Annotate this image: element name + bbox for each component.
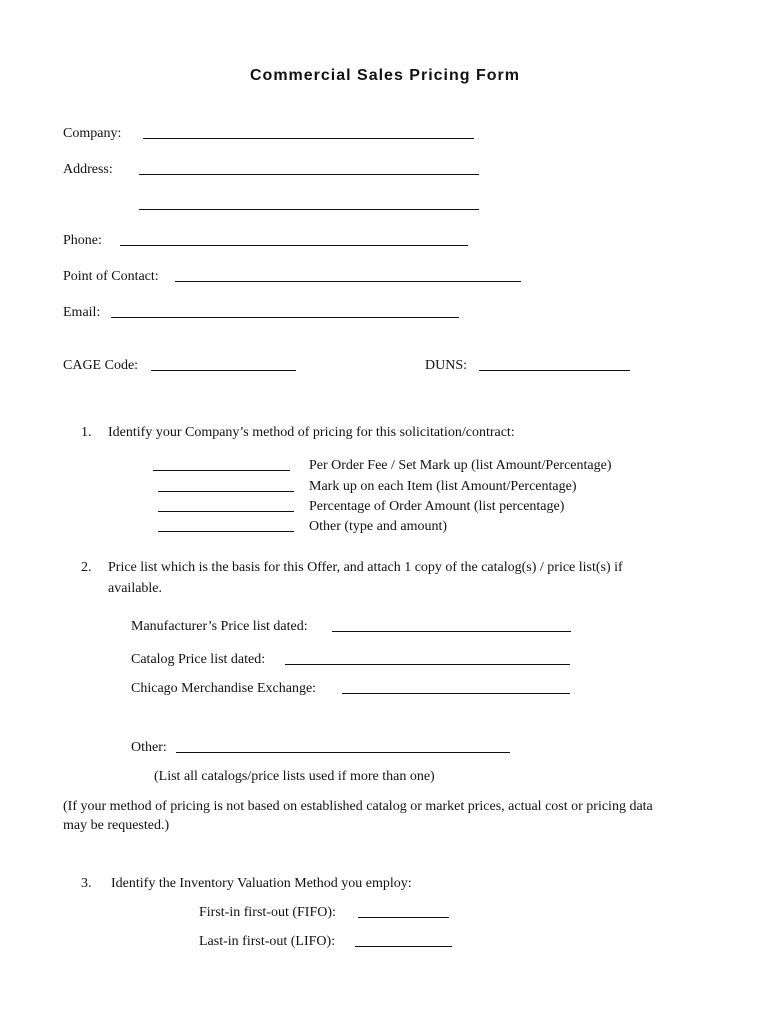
catalog-price-list-field[interactable] [285,664,570,665]
lifo-label: Last-in first-out (LIFO): [199,934,336,949]
other-price-list-label: Other: [131,740,167,755]
fifo-label: First-in first-out (FIFO): [199,905,336,920]
section-3-number: 3. [81,876,92,891]
form-title: Commercial Sales Pricing Form [250,67,520,84]
cage-code-label: CAGE Code: [63,358,139,373]
address-label: Address: [63,162,113,177]
manufacturer-price-list-field[interactable] [332,631,571,632]
pricing-option-2-label: Mark up on each Item (list Amount/Percentage) [309,479,577,494]
duns-field[interactable] [479,370,630,371]
company-field[interactable] [143,138,474,139]
section-2-question-line-2: available. [108,581,163,596]
catalog-price-list-label: Catalog Price list dated: [131,652,266,667]
manufacturer-price-list-label: Manufacturer’s Price list dated: [131,619,308,634]
pricing-option-3-label: Percentage of Order Amount (list percentage) [309,499,565,514]
phone-label: Phone: [63,233,102,248]
fifo-field[interactable] [358,917,449,918]
price-list-note: (List all catalogs/price lists used if more than one) [154,769,435,784]
chicago-merchandise-field[interactable] [342,693,570,694]
disclaimer-line-1: (If your method of pricing is not based on established catalog or market prices, actual cost or pricing data [63,799,653,814]
phone-field[interactable] [120,245,468,246]
email-field[interactable] [111,317,459,318]
pricing-option-2-field[interactable] [158,491,294,492]
email-label: Email: [63,305,101,320]
point-of-contact-field[interactable] [175,281,521,282]
duns-label: DUNS: [425,358,468,373]
cage-code-field[interactable] [151,370,296,371]
pricing-option-3-field[interactable] [158,511,294,512]
company-label: Company: [63,126,122,141]
pricing-option-1-field[interactable] [153,470,290,471]
section-1-question: Identify your Company’s method of pricing for this solicitation/contract: [108,425,515,440]
disclaimer-line-2: may be requested.) [63,818,170,833]
section-1-number: 1. [81,425,92,440]
lifo-field[interactable] [355,946,452,947]
section-2-number: 2. [81,560,92,575]
pricing-option-4-label: Other (type and amount) [309,519,448,534]
other-price-list-field[interactable] [176,752,510,753]
pricing-option-1-label: Per Order Fee / Set Mark up (list Amount/Percentage) [309,458,612,473]
address-field-line-1[interactable] [139,174,479,175]
address-field-line-2[interactable] [139,209,479,210]
pricing-option-4-field[interactable] [158,531,294,532]
point-of-contact-label: Point of Contact: [63,269,159,284]
section-2-question-line-1: Price list which is the basis for this Offer, and attach 1 copy of the catalog(s) / price list(s) if [108,560,623,575]
chicago-merchandise-label: Chicago Merchandise Exchange: [131,681,317,696]
section-3-question: Identify the Inventory Valuation Method you employ: [111,876,412,891]
